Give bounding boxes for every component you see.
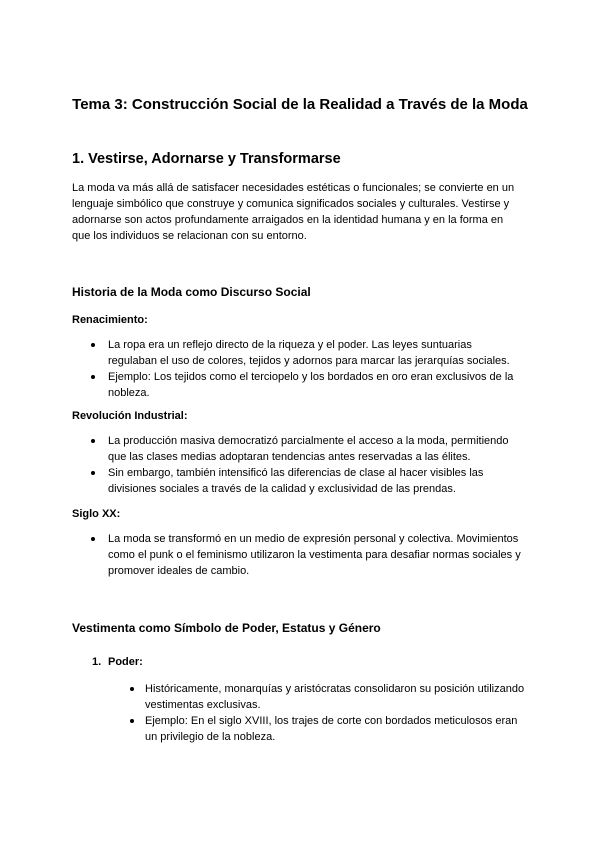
bullet-icon <box>91 471 95 475</box>
bullet-text: Ejemplo: En el siglo XVIII, los trajes de corte con bordados meticulosos eran <box>145 715 518 727</box>
paragraph-line: que los individuos se relacionan con su entorno. <box>72 230 307 242</box>
bullet-text: que las clases medias adoptaran tendencias antes reservadas a las élites. <box>108 451 471 463</box>
subsection-heading: Vestimenta como Símbolo de Poder, Estatus y Género <box>72 621 381 635</box>
bullet-icon <box>91 439 95 443</box>
paragraph-line: adornarse son actos profundamente arraigados en la identidad humana y en la forma en <box>72 214 504 226</box>
paragraph-line: lenguaje simbólico que construye y comunica significados sociales y culturales. Vestirse y <box>72 198 510 210</box>
bullet-text: como el punk o el feminismo utilizaron la vestimenta para desafiar normas sociales y <box>108 549 521 561</box>
bullet-text: divisiones sociales a través de la calidad y exclusividad de las prendas. <box>108 483 456 495</box>
bullet-text: Históricamente, monarquías y aristócratas consolidaron su posición utilizando <box>145 683 525 695</box>
bullet-icon <box>130 687 134 691</box>
bullet-text: La moda se transformó en un medio de expresión personal y colectiva. Movimientos <box>108 533 519 545</box>
bullet-icon <box>130 719 134 723</box>
document-title: Tema 3: Construcción Social de la Realidad a Través de la Moda <box>72 96 528 113</box>
bullet-text: un privilegio de la nobleza. <box>145 731 276 743</box>
period-label: Siglo XX: <box>72 508 121 520</box>
bullet-text: La producción masiva democratizó parcialmente el acceso a la moda, permitiendo <box>108 435 509 447</box>
bullet-text: promover ideales de cambio. <box>108 565 250 577</box>
list-label: Poder: <box>108 656 143 668</box>
section-heading: 1. Vestirse, Adornarse y Transformarse <box>72 151 341 167</box>
bullet-text: regulaban el uso de colores, tejidos y adornos para marcar las jerarquías sociales. <box>108 355 510 367</box>
period-label: Revolución Industrial: <box>72 410 188 422</box>
paragraph-line: La moda va más allá de satisfacer necesidades estéticas o funcionales; se convierte en un <box>72 182 515 194</box>
list-number: 1. <box>92 656 102 668</box>
period-label: Renacimiento: <box>72 314 148 326</box>
bullet-text: nobleza. <box>108 387 150 399</box>
bullet-text: vestimentas exclusivas. <box>145 699 261 711</box>
bullet-text: La ropa era un reflejo directo de la riqueza y el poder. Las leyes suntuarias <box>108 339 472 351</box>
bullet-icon <box>91 375 95 379</box>
bullet-icon <box>91 537 95 541</box>
bullet-text: Ejemplo: Los tejidos como el terciopelo y los bordados en oro eran exclusivos de la <box>108 371 514 383</box>
bullet-icon <box>91 343 95 347</box>
subsection-heading: Historia de la Moda como Discurso Social <box>72 285 311 299</box>
bullet-text: Sin embargo, también intensificó las diferencias de clase al hacer visibles las <box>108 467 484 479</box>
